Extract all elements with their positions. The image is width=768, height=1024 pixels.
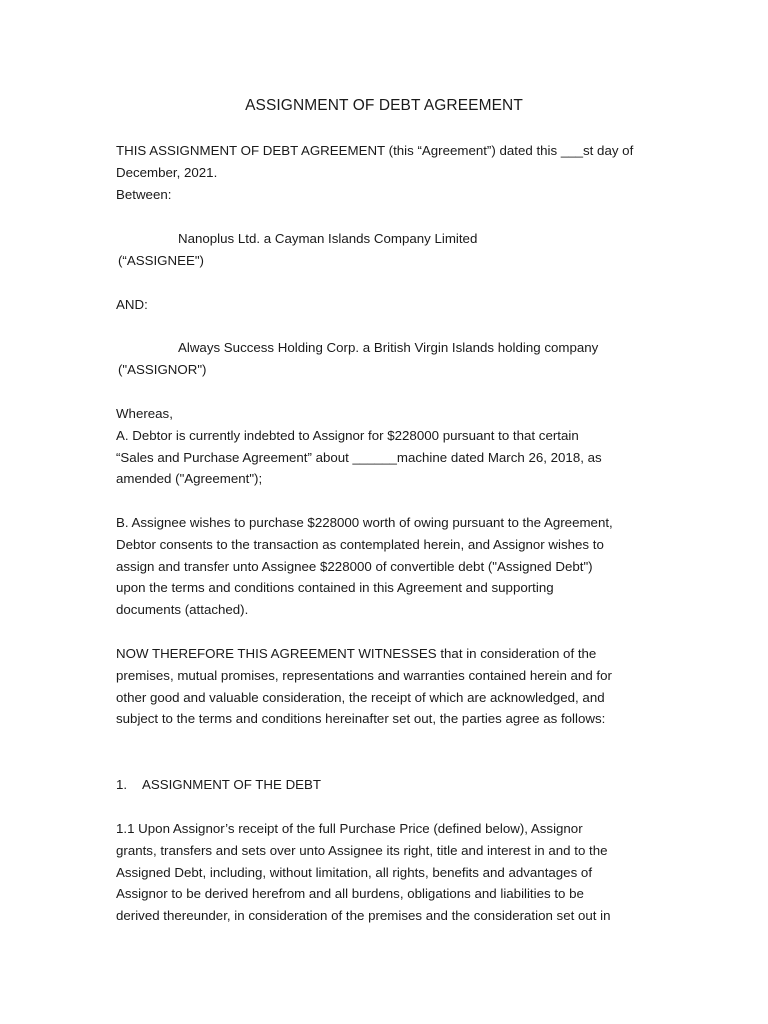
recital-b-line: upon the terms and conditions contained in this Agreement and supporting: [116, 580, 554, 596]
assignee-tag: (“ASSIGNEE"): [118, 253, 204, 268]
recital-a-line: “Sales and Purchase Agreement” about ______machine dated March 26, 2018, as: [116, 449, 602, 465]
assignee-name: Nanoplus Ltd. a Cayman Islands Company Limited: [178, 231, 478, 246]
recital-a-line: amended ("Agreement");: [116, 471, 263, 487]
recital-b-line: Debtor consents to the transaction as contemplated herein, and Assignor wishes to: [116, 536, 604, 552]
recital-a-line: Whereas,: [116, 406, 173, 421]
recital-b-line: assign and transfer unto Assignee $228000 of convertible debt ("Assigned Debt"): [116, 558, 593, 574]
recital-b-line: documents (attached).: [116, 602, 249, 618]
intro-line: December, 2021.: [116, 164, 218, 180]
clause-line: Assigned Debt, including, without limitation, all rights, benefits and advantages of: [116, 864, 593, 880]
clause-line: Assignor to be derived herefrom and all burdens, obligations and liabilities to be: [116, 886, 584, 902]
section-1-heading: [116, 774, 676, 796]
intro-paragraph: [116, 140, 676, 205]
intro-line: Between:: [116, 186, 172, 202]
witness-line: premises, mutual promises, representations and warranties contained herein and for: [116, 667, 612, 683]
witness-paragraph: [116, 643, 676, 730]
witness-line: NOW THEREFORE THIS AGREEMENT WITNESSES that in consideration of the: [116, 646, 597, 661]
witness-line: subject to the terms and conditions hereinafter set out, the parties agree as follows:: [116, 711, 606, 727]
clause-line: derived thereunder, in consideration of the premises and the consideration set out in: [116, 908, 611, 924]
assignor-tag: ("ASSIGNOR"): [118, 362, 207, 377]
intro-line: THIS ASSIGNMENT OF DEBT AGREEMENT (this “Agreement”) dated this ___st day of: [116, 143, 634, 158]
section-number: 1.: [116, 777, 128, 792]
section-title: ASSIGNMENT OF THE DEBT: [142, 777, 322, 792]
clause-line: 1.1 Upon Assignor’s receipt of the full Purchase Price (defined below), Assignor: [116, 821, 583, 836]
recital-b-paragraph: [116, 512, 676, 621]
assignor-name: Always Success Holding Corp. a British Virgin Islands holding company: [178, 340, 599, 355]
clause-1-1-paragraph: [116, 818, 676, 927]
document-title: ASSIGNMENT OF DEBT AGREEMENT: [245, 97, 523, 114]
witness-line: other good and valuable consideration, the receipt of which are acknowledged, and: [116, 689, 605, 705]
recital-b-line: B. Assignee wishes to purchase $228000 worth of owing pursuant to the Agreement,: [116, 515, 613, 530]
and-label: AND:: [116, 297, 148, 312]
recital-a-line: A. Debtor is currently indebted to Assignor for $228000 pursuant to that certain: [116, 427, 579, 443]
recital-a-paragraph: [116, 403, 676, 490]
clause-line: grants, transfers and sets over unto Assignee its right, title and interest in and to the: [116, 842, 608, 858]
